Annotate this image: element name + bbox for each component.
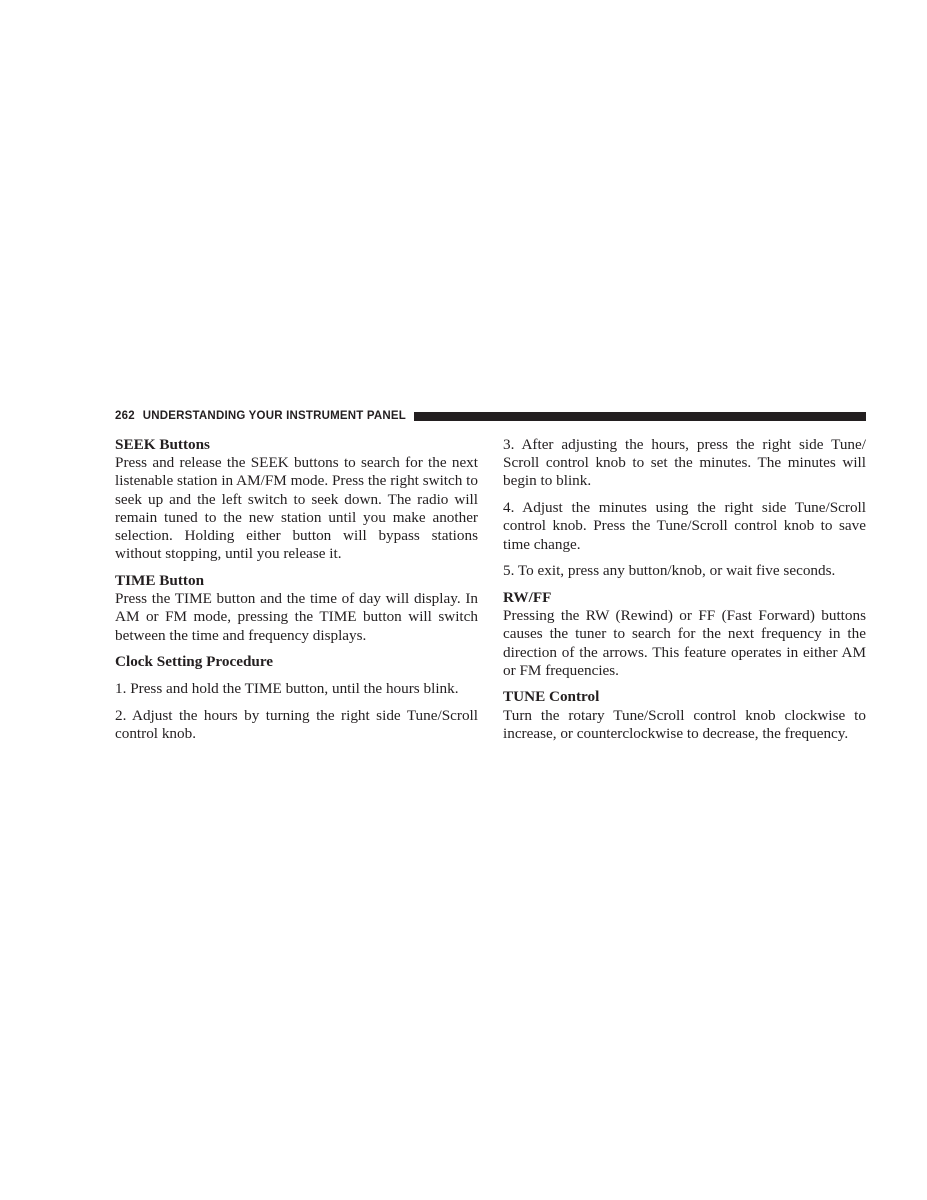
tune-control-section [503, 688, 866, 743]
left-column [115, 436, 478, 752]
page-header [115, 408, 866, 424]
time-button-heading: TIME Button [115, 571, 205, 589]
header-rule-bar [414, 412, 866, 421]
rwff-body: Pressing the RW (Rewind) or FF (Fast Forward) buttons causes the tuner to search for the next frequency in the direction of the arrows. This feature operates in either AM or FM frequencies. [503, 607, 866, 679]
clock-setting-section [115, 653, 478, 743]
section-title: UNDERSTANDING YOUR INSTRUMENT PANEL [142, 410, 406, 422]
clock-setting-heading: Clock Setting Procedure [115, 653, 274, 671]
rwff-heading: RW/FF [503, 588, 552, 606]
tune-control-body: Turn the rotary Tune/Scroll control knob clockwise to increase, or counterclockwise to decrease, the frequency. [503, 706, 866, 742]
clock-step-2: 2. Adjust the hours by turning the right side Tune/Scroll control knob. [115, 706, 478, 742]
clock-step-3: 3. After adjusting the hours, press the right side Tune/ Scroll control knob to set the minutes. The minutes will begin to blink. [503, 436, 866, 490]
right-column [503, 436, 866, 752]
clock-step-4: 4. Adjust the minutes using the right side Tune/Scroll control knob. Press the Tune/Scroll control knob to save time change. [503, 499, 866, 553]
clock-step-1: 1. Press and hold the TIME button, until the hours blink. [115, 679, 459, 697]
seek-buttons-section [115, 436, 478, 563]
clock-step-5: 5. To exit, press any button/knob, or wait five seconds. [503, 562, 836, 580]
tune-control-heading: TUNE Control [503, 688, 600, 706]
time-button-body: Press the TIME button and the time of day will display. In AM or FM mode, pressing the TIME button will switch between the time and frequency displays. [115, 590, 478, 644]
seek-buttons-body: Press and release the SEEK buttons to search for the next listenable station in AM/FM mode. Press the right switch to seek up and the left switch to seek down. The radio will remain tuned to the new station until you make another selection. Holding either button will bypass stations without stopping, until you release it. [115, 454, 478, 563]
time-button-section [115, 572, 478, 645]
rwff-section [503, 589, 866, 680]
seek-buttons-heading: SEEK Buttons [115, 436, 210, 453]
page-number: 262 [115, 410, 135, 422]
